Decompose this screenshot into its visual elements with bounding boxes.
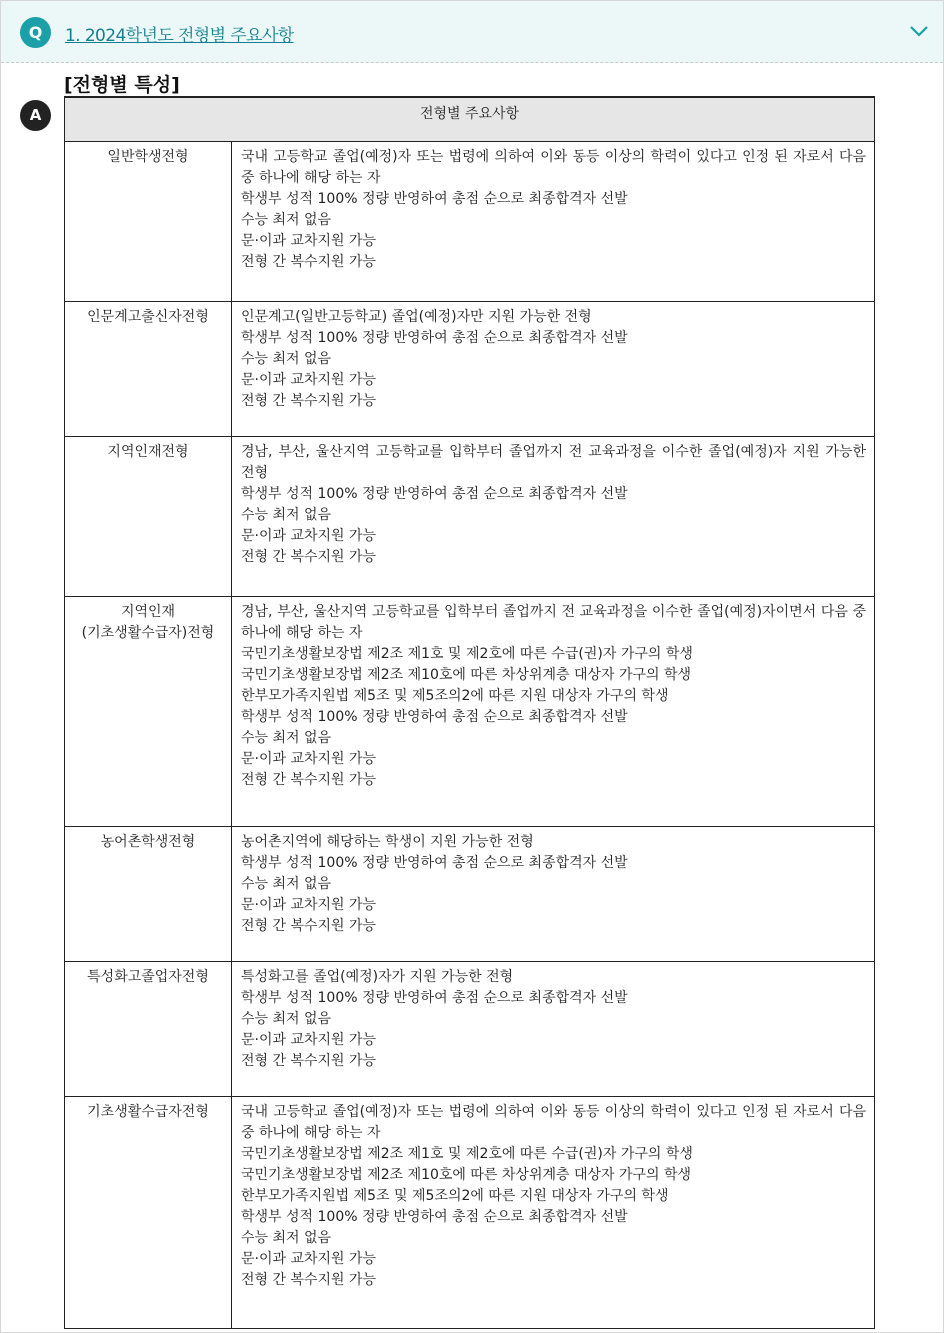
detail-line: 한부모가족지원법 제5조 및 제5조의2에 따른 지원 대상자 가구의 학생 [241, 688, 669, 704]
detail-line: 학생부 성적 100% 정량 반영하여 총점 순으로 최종합격자 선발 [241, 330, 628, 346]
table-row [65, 302, 875, 437]
detail-line: 국민기초생활보장법 제2조 제1호 및 제2호에 따른 수급(권)자 가구의 학생 [241, 1146, 693, 1162]
detail-line: 경남, 부산, 울산지역 고등학교를 입학부터 졸업까지 전 교육과정을 이수한 졸업(예정)자 지원 가능한 전형 [241, 444, 866, 481]
detail-line: 수능 최저 없음 [241, 351, 332, 367]
admission-type-name [65, 597, 232, 827]
detail-line: 전형 간 복수지원 가능 [241, 918, 377, 934]
admission-type-name [65, 962, 232, 1097]
detail-line: 인문계고(일반고등학교) 졸업(예정)자만 지원 가능한 전형 [241, 309, 592, 325]
detail-line: 수능 최저 없음 [241, 730, 332, 746]
admission-type-name-line: 지역인재전형 [107, 444, 189, 460]
detail-line: 학생부 성적 100% 정량 반영하여 총점 순으로 최종합격자 선발 [241, 855, 628, 871]
detail-line: 수능 최저 없음 [241, 212, 332, 228]
admission-type-details [232, 962, 875, 1097]
admission-type-name [65, 302, 232, 437]
detail-line: 전형 간 복수지원 가능 [241, 772, 377, 788]
admission-type-name-line: 일반학생전형 [107, 149, 189, 165]
table-row [65, 437, 875, 597]
section-heading: [전형별 특성] [64, 74, 180, 96]
detail-line: 국내 고등학교 졸업(예정)자 또는 법령에 의하여 이와 동등 이상의 학력이 있다고 인정 된 자로서 다음 중 하나에 해당 하는 자 [241, 1104, 866, 1141]
detail-line: 문·이과 교차지원 가능 [241, 528, 377, 544]
answer-badge: A [20, 100, 51, 131]
detail-line: 문·이과 교차지원 가능 [241, 1032, 377, 1048]
detail-line: 문·이과 교차지원 가능 [241, 233, 377, 249]
table-header: 전형별 주요사항 [65, 97, 875, 142]
admission-types-table [64, 96, 875, 1329]
admission-type-name-line: 농어촌학생전형 [100, 834, 196, 850]
admission-type-name-line: 기초생활수급자전형 [87, 1104, 209, 1120]
admission-type-name-line: 지역인재 [120, 604, 176, 620]
admission-type-details [232, 142, 875, 302]
detail-line: 문·이과 교차지원 가능 [241, 751, 377, 767]
admission-type-details [232, 437, 875, 597]
detail-line: 전형 간 복수지원 가능 [241, 1272, 377, 1288]
detail-line: 전형 간 복수지원 가능 [241, 393, 377, 409]
detail-line: 한부모가족지원법 제5조 및 제5조의2에 따른 지원 대상자 가구의 학생 [241, 1188, 669, 1204]
question-badge: Q [20, 17, 51, 48]
table-row [65, 962, 875, 1097]
admission-type-details [232, 302, 875, 437]
admission-type-name [65, 142, 232, 302]
detail-line: 국민기초생활보장법 제2조 제10호에 따른 차상위계층 대상자 가구의 학생 [241, 667, 692, 683]
detail-line: 학생부 성적 100% 정량 반영하여 총점 순으로 최종합격자 선발 [241, 990, 628, 1006]
detail-line: 전형 간 복수지원 가능 [241, 1053, 377, 1069]
detail-line: 국내 고등학교 졸업(예정)자 또는 법령에 의하여 이와 동등 이상의 학력이 있다고 인정 된 자로서 다음 중 하나에 해당 하는 자 [241, 149, 866, 186]
detail-line: 농어촌지역에 해당하는 학생이 지원 가능한 전형 [241, 834, 534, 850]
table-row [65, 142, 875, 302]
table-row [65, 827, 875, 962]
detail-line: 학생부 성적 100% 정량 반영하여 총점 순으로 최종합격자 선발 [241, 191, 628, 207]
detail-line: 수능 최저 없음 [241, 876, 332, 892]
detail-line: 수능 최저 없음 [241, 1230, 332, 1246]
chevron-down-icon[interactable] [909, 23, 929, 39]
table-row [65, 1097, 875, 1329]
detail-line: 수능 최저 없음 [241, 507, 332, 523]
admission-type-details [232, 597, 875, 827]
detail-line: 전형 간 복수지원 가능 [241, 254, 377, 270]
admission-type-name-line: 인문계고출신자전형 [87, 309, 209, 325]
question-title-link[interactable]: 1. 2024학년도 전형별 주요사항 [65, 26, 294, 46]
detail-line: 문·이과 교차지원 가능 [241, 1251, 377, 1267]
admission-type-details [232, 827, 875, 962]
detail-line: 수능 최저 없음 [241, 1011, 332, 1027]
detail-line: 학생부 성적 100% 정량 반영하여 총점 순으로 최종합격자 선발 [241, 486, 628, 502]
detail-line: 전형 간 복수지원 가능 [241, 549, 377, 565]
admission-type-name-line: 특성화고졸업자전형 [87, 969, 209, 985]
detail-line: 국민기초생활보장법 제2조 제10호에 따른 차상위계층 대상자 가구의 학생 [241, 1167, 692, 1183]
admission-type-details [232, 1097, 875, 1329]
detail-line: 학생부 성적 100% 정량 반영하여 총점 순으로 최종합격자 선발 [241, 1209, 628, 1225]
detail-line: 문·이과 교차지원 가능 [241, 372, 377, 388]
admission-type-name-line: (기초생활수급자)전형 [81, 625, 215, 641]
faq-question-header[interactable] [1, 1, 943, 63]
table-row [65, 597, 875, 827]
detail-line: 국민기초생활보장법 제2조 제1호 및 제2호에 따른 수급(권)자 가구의 학생 [241, 646, 693, 662]
detail-line: 문·이과 교차지원 가능 [241, 897, 377, 913]
admission-type-name [65, 1097, 232, 1329]
admission-type-name [65, 437, 232, 597]
detail-line: 경남, 부산, 울산지역 고등학교를 입학부터 졸업까지 전 교육과정을 이수한 졸업(예정)자이면서 다음 중 하나에 해당 하는 자 [241, 604, 866, 641]
detail-line: 학생부 성적 100% 정량 반영하여 총점 순으로 최종합격자 선발 [241, 709, 628, 725]
admission-type-name [65, 827, 232, 962]
detail-line: 특성화고를 졸업(예정)자가 지원 가능한 전형 [241, 969, 514, 985]
